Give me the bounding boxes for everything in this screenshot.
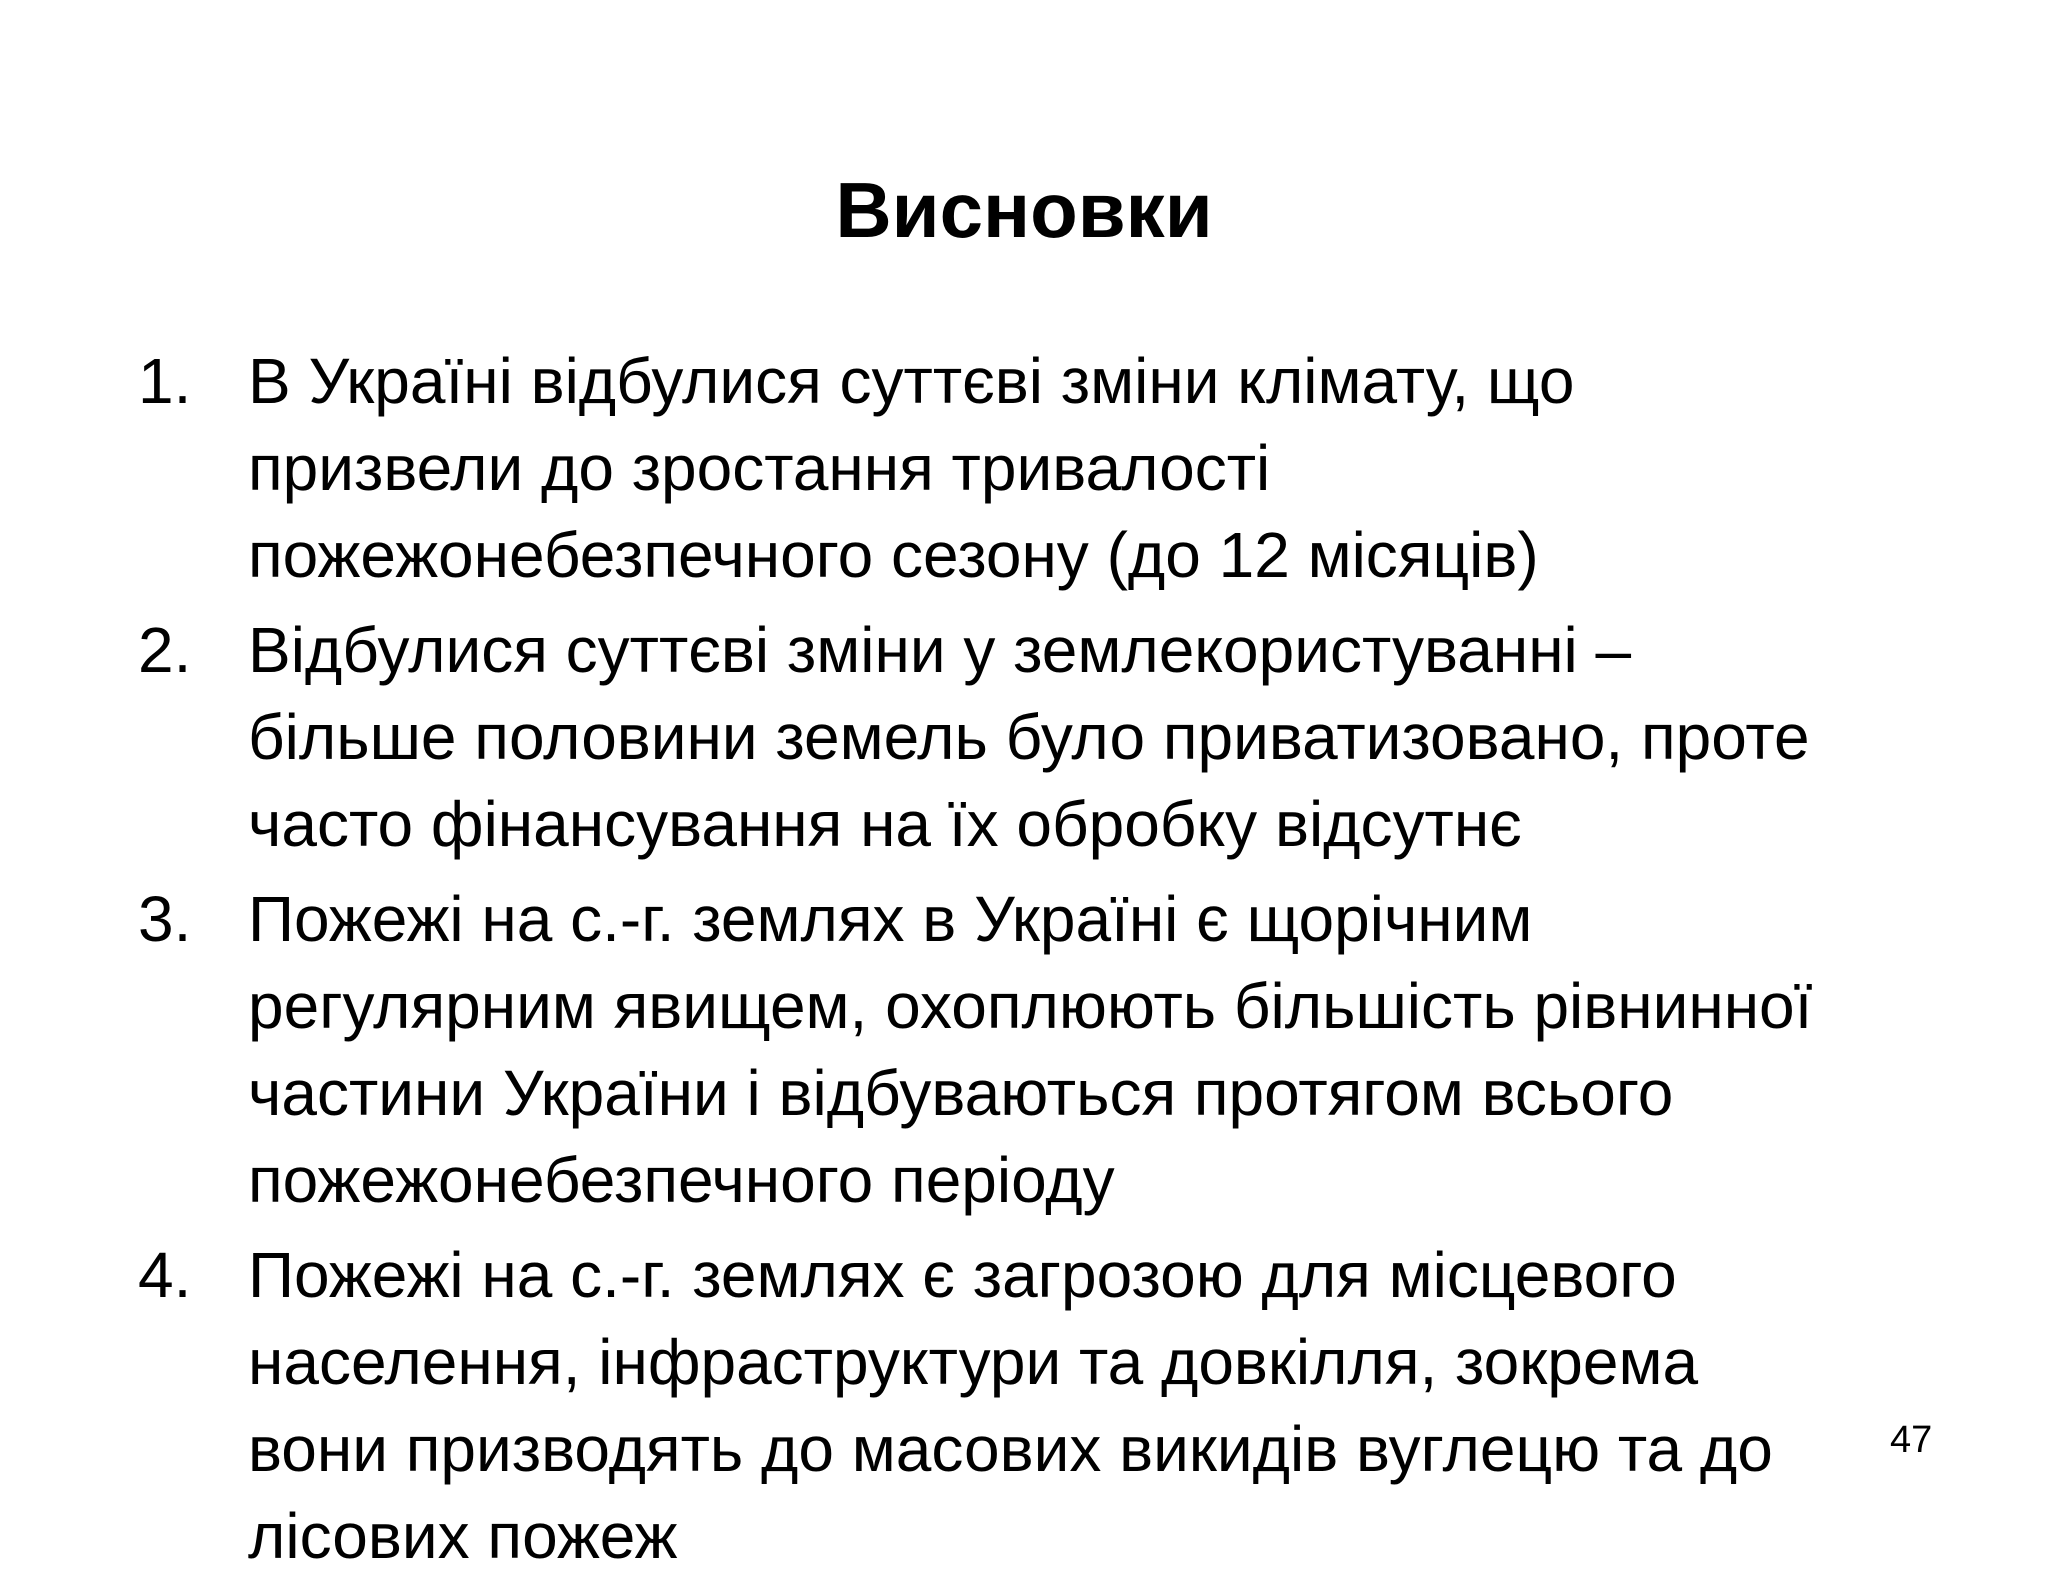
list-item-text: Пожежі на с.-г. землях в Україні є щорічним регулярним явищем, охоплюють більшість рівнинної частини України і відбуваються протягом всього пожежонебезпечного періоду [248, 883, 1813, 1216]
list-item [138, 1232, 1958, 1580]
list-item [138, 338, 1958, 599]
list-item-number: 2. [138, 614, 192, 686]
list-item-text: Пожежі на с.-г. землях є загрозою для місцевого населення, інфраструктури та довкілля, зокрема вони призводять до масових викидів вуглецю та до лісових пожеж [248, 1239, 1773, 1572]
list-item-text: В Україні відбулися суттєві зміни клімату, що призвели до зростання тривалості пожежонебезпечного сезону (до 12 місяців) [248, 345, 1575, 591]
conclusions-list [138, 338, 1958, 1588]
list-item-text: Відбулися суттєві зміни у землекористуванні – більше половини земель було приватизовано, проте часто фінансування на їх обробку відсутнє [248, 614, 1810, 860]
list-item-number: 4. [138, 1239, 192, 1311]
list-item [138, 607, 1958, 868]
slide-title: Висновки [835, 166, 1213, 254]
list-item-number: 1. [138, 345, 192, 417]
page-number: 47 [1890, 1419, 1933, 1461]
list-item-number: 3. [138, 883, 192, 955]
list-item [138, 876, 1958, 1224]
